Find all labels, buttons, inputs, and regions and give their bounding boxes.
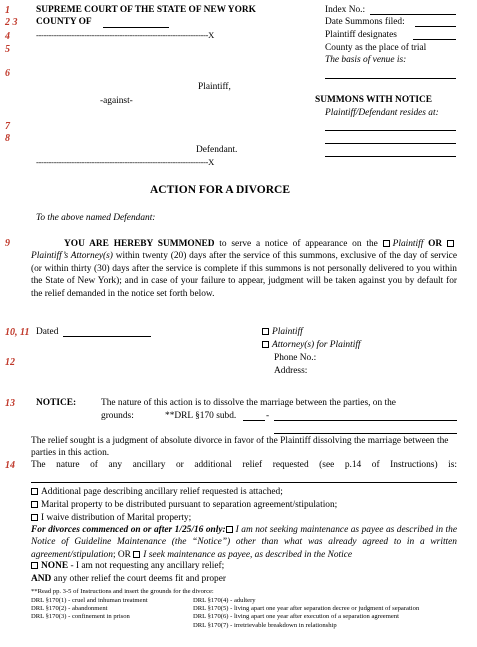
county-field[interactable]	[103, 27, 169, 28]
defendant-label: Defendant.	[196, 145, 238, 155]
summons-paragraph	[31, 238, 457, 300]
date-filed-label: Date Summons filed:	[325, 17, 405, 27]
and-lead: AND	[31, 574, 52, 584]
ancillary-field[interactable]	[31, 482, 457, 483]
signer-plaintiff-checkbox[interactable]	[262, 328, 269, 335]
option-none-checkbox[interactable]	[31, 562, 38, 569]
option-maintenance	[31, 524, 457, 561]
seek-maintenance-label: I seek maintenance as payee, as described in the Notice	[143, 549, 353, 560]
plaintiff-checkbox[interactable]	[383, 240, 390, 247]
relief-text: The relief sought is a judgment of absolute divorce in favor of the Plaintiff dissolving the marriage between the parties in this action.	[31, 436, 449, 458]
margin-number: 13	[5, 398, 15, 409]
court-name: SUPREME COURT OF THE STATE OF NEW YORK	[36, 5, 256, 15]
footnote-left-list	[31, 597, 148, 622]
margin-number: 2 3	[5, 17, 18, 28]
drl-subd-field[interactable]	[243, 420, 265, 421]
no-maintenance-checkbox[interactable]	[226, 526, 233, 533]
summons-text: to serve a notice of appearance on the	[214, 239, 383, 249]
option-attached	[31, 487, 283, 498]
margin-number: 1	[5, 5, 10, 16]
seek-maintenance-checkbox[interactable]	[133, 551, 140, 558]
margin-number: 12	[5, 357, 15, 368]
option-other	[31, 574, 226, 585]
attorney-checkbox[interactable]	[447, 240, 454, 247]
signer-plaintiff	[262, 327, 303, 338]
notice-label: NOTICE:	[36, 398, 77, 408]
attorney-option: Plaintiff’s Attorney(s)	[31, 251, 113, 262]
caption-divider: --------------------------------------------------------------------X	[36, 30, 214, 40]
grounds-field[interactable]	[274, 420, 457, 421]
caption-divider: --------------------------------------------------------------------X	[36, 157, 214, 167]
footnote-item: DRL §170(2) - abandonment	[31, 605, 108, 613]
grounds-field-2[interactable]	[274, 433, 457, 434]
notice-text: The nature of this action is to dissolve the marriage between the parties, on the	[101, 398, 396, 408]
plaintiff-designates-label: Plaintiff designates	[325, 30, 397, 40]
footnote-heading: **Read pp. 3-5 of Instructions and insert the grounds for the divorce:	[31, 588, 214, 595]
margin-number: 9	[5, 238, 10, 249]
margin-number: 10, 11	[5, 327, 30, 338]
option-label: any other relief the court deems fit and proper	[51, 574, 226, 584]
no-maintenance-label: I am not seeking maintenance as payee as described in the Notice of Guideline Maintenance (the “Notice”) other than what was already agreed to in a written agreement/stipulation	[31, 525, 457, 560]
grounds-label: grounds:	[101, 411, 134, 421]
option-separation	[31, 500, 337, 511]
footnote-item: DRL §170(6) - living apart one year after execution of a separation agreement	[193, 613, 399, 621]
phone-label: Phone No.:	[274, 353, 317, 363]
dated-field[interactable]	[63, 336, 151, 337]
residence-field-1[interactable]	[325, 130, 456, 131]
summons-text: within twenty (20) days after the service of this summons, exclusive of the day of service (or within thirty (30) days after the service is complete if this summons is not personally delivered to you within the State of New York); and in case of your failure to appear, judgment will be taken against you by default for the relief demanded in the notice set forth below.	[31, 251, 457, 299]
option-attached-checkbox[interactable]	[31, 488, 38, 495]
margin-number: 5	[5, 44, 10, 55]
drl-label: **DRL §170 subd.	[165, 411, 237, 421]
plaintiff-label: Plaintiff,	[198, 82, 231, 92]
footnote-item: DRL §170(3) - confinement in prison	[31, 613, 130, 621]
designated-county-field[interactable]	[413, 39, 456, 40]
signer-attorney-checkbox[interactable]	[262, 341, 269, 348]
to-defendant: To the above named Defendant:	[36, 213, 156, 223]
summons-lead: YOU ARE HEREBY SUMMONED	[64, 239, 215, 249]
county-place-label: County as the place of trial	[325, 43, 427, 53]
venue-basis-label: The basis of venue is:	[325, 55, 407, 65]
option-waive	[31, 513, 191, 524]
none-lead: NONE	[41, 561, 69, 571]
margin-number: 14	[5, 460, 15, 471]
option-waive-checkbox[interactable]	[31, 514, 38, 521]
dated-label: Dated	[36, 327, 59, 337]
margin-number: 7	[5, 121, 10, 132]
option-label: Additional page describing ancillary relief requested is attached;	[41, 487, 283, 497]
signer-attorney	[262, 340, 361, 351]
margin-number: 4	[5, 31, 10, 42]
document-title: ACTION FOR A DIVORCE	[150, 184, 291, 196]
option-label: - I am not requesting any ancillary relief;	[68, 561, 225, 571]
date-filed-field[interactable]	[415, 26, 456, 27]
against-label: -against-	[100, 96, 133, 106]
index-no-field[interactable]	[370, 14, 456, 15]
address-label: Address:	[274, 366, 308, 376]
or-label: OR	[428, 239, 443, 249]
footnote-item: DRL §170(7) - irretrievable breakdown in relationship	[193, 621, 337, 629]
drl-dash: -	[266, 411, 270, 421]
county-label: COUNTY OF	[36, 17, 92, 27]
signer-plaintiff-label: Plaintiff	[272, 327, 303, 337]
footnote-item: DRL §170(5) - living apart one year after separation decree or judgment of separation	[193, 605, 420, 613]
residence-field-2[interactable]	[325, 143, 456, 144]
footnote-right-list	[193, 597, 419, 630]
margin-number: 8	[5, 133, 10, 144]
venue-basis-field[interactable]	[325, 78, 456, 79]
plaintiff-option: Plaintiff	[392, 239, 424, 249]
summons-title: SUMMONS WITH NOTICE	[315, 95, 433, 105]
ancillary-text: The nature of any ancillary or additional relief requested (see p.14 of Instructions) is:	[31, 460, 457, 470]
or-label: ; OR	[112, 549, 131, 560]
margin-number: 6	[5, 68, 10, 79]
option-label: Marital property to be distributed pursuant to separation agreement/stipulation;	[41, 500, 338, 510]
footnote-item: DRL §170(1) - cruel and inhuman treatment	[31, 597, 148, 604]
index-no-label: Index No.:	[325, 5, 366, 15]
option-label: I waive distribution of Marital property;	[41, 513, 192, 523]
signer-attorney-label: Attorney(s) for Plaintiff	[272, 340, 361, 350]
resides-label: Plaintiff/Defendant resides at:	[325, 108, 439, 118]
option-separation-checkbox[interactable]	[31, 501, 38, 508]
maintenance-lead: For divorces commenced on or after 1/25/16 only:	[31, 525, 226, 535]
residence-field-3[interactable]	[325, 156, 456, 157]
option-none	[31, 561, 224, 572]
footnote-item: DRL §170(4) - adultery	[193, 597, 256, 604]
